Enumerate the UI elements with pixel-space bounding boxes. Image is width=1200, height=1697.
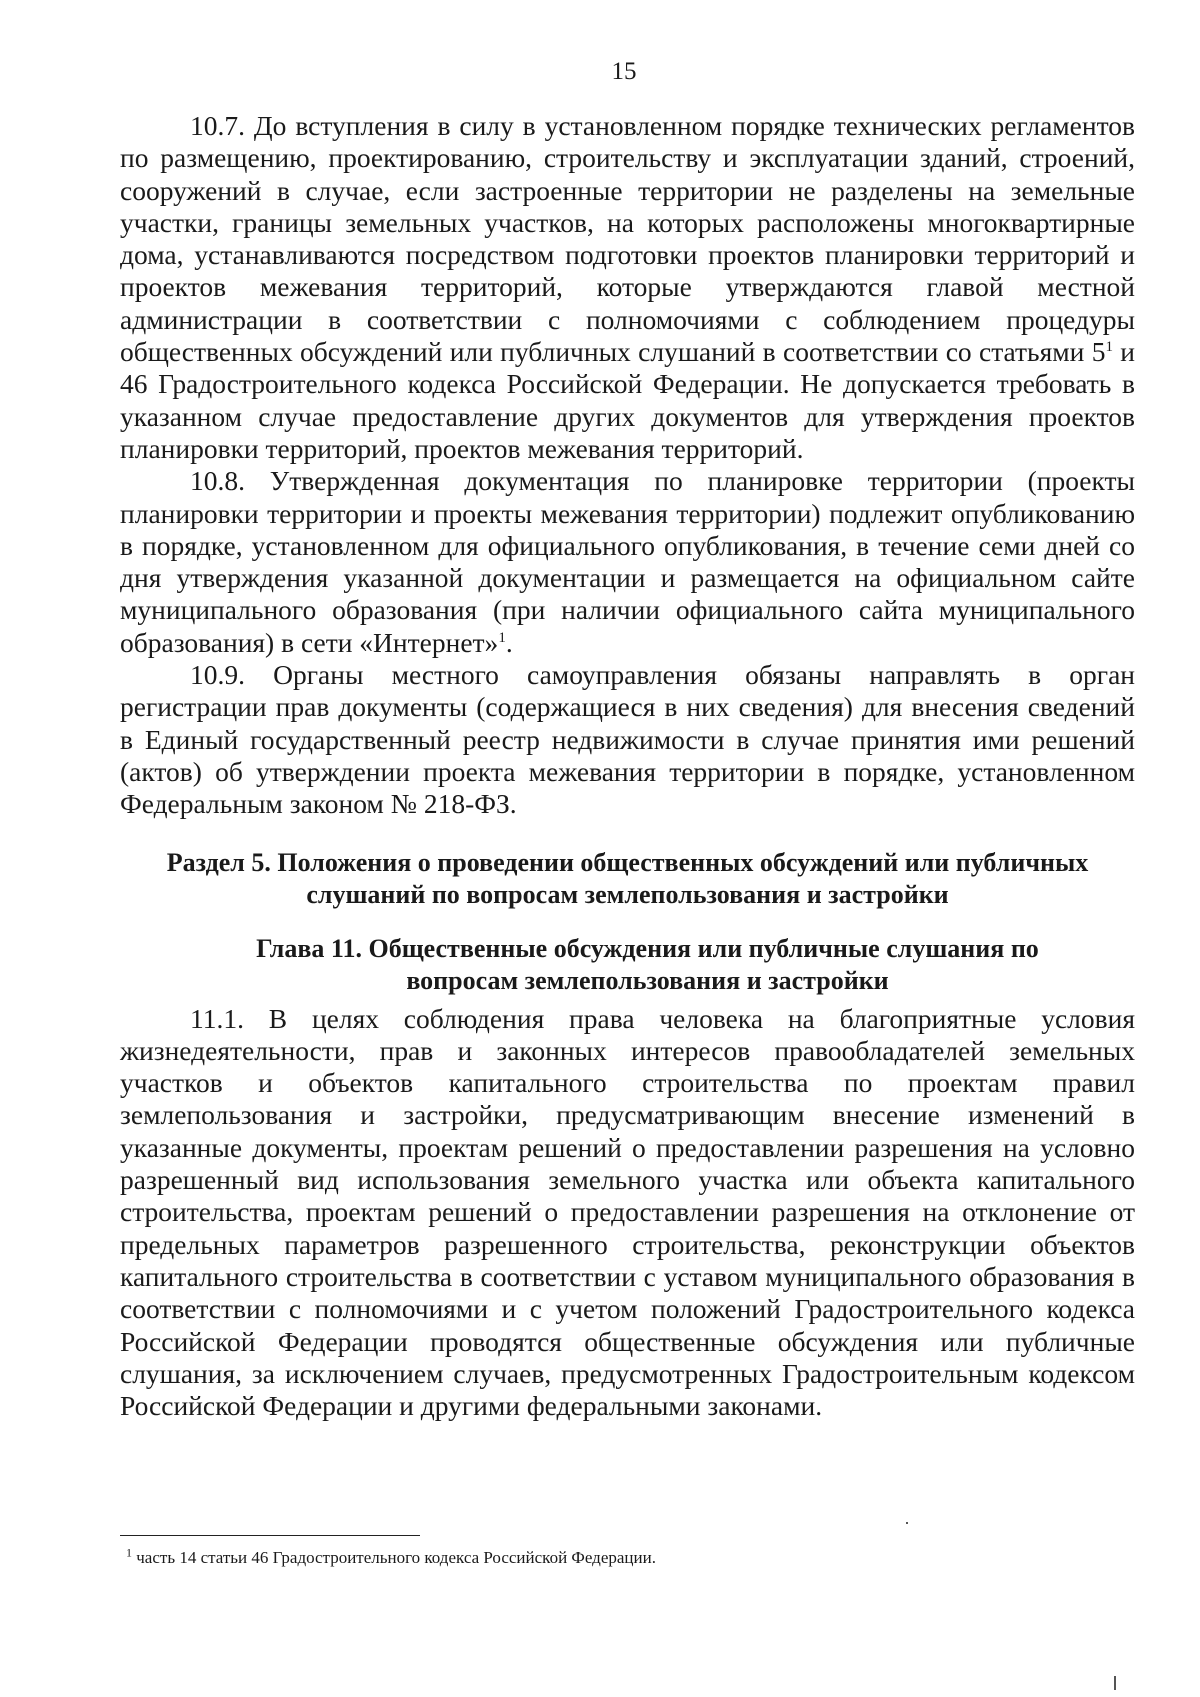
- page-number: 15: [611, 58, 637, 85]
- paragraph-10-9: 10.9. Органы местного самоуправления обязаны направлять в орган регистрации прав документы (содержащиеся в них сведения) для внесения сведений в Единый государственный реестр недвижимости в случае принятия ими решений (актов) об утверждении проекта межевания территории в порядке, установленном Федеральным законом № 218-ФЗ.: [120, 659, 1135, 820]
- scan-mark: [1114, 1676, 1116, 1690]
- document-body: [120, 110, 1135, 1422]
- paragraph-10-8: [120, 465, 1135, 659]
- footnote-ref: 1: [1105, 338, 1113, 355]
- footnote-marker: 1: [126, 1545, 132, 1560]
- footnote-text: часть 14 статьи 46 Градостроительного кодекса Российской Федерации.: [132, 1548, 656, 1567]
- footnote-ref: 1: [498, 629, 506, 646]
- chapter-heading-line-1: Глава 11. Общественные обсуждения или публичные слушания по: [256, 933, 1039, 963]
- paragraph-10-7-text: 10.7. До вступления в силу в установленном порядке технических регламентов по размещению, проектированию, строительству и эксплуатации зданий, строений, сооружений в случае, если застроенные территории не разделены на земельные участки, границы земельных участков, на которых расположены многоквартирные дома, устанавливаются посредством подготовки проектов планировки территорий и проектов межевания территорий, которые утверждаются главой местной администрации в соответствии с полномочиями с соблюдением процедуры общественных обсуждений или публичных слушаний в соответствии со статьями 5: [120, 110, 1135, 368]
- paragraph-10-8-tail: .: [505, 626, 513, 658]
- chapter-heading-line-2: вопросам землепользования и застройки: [406, 965, 889, 995]
- scan-dot: [906, 1522, 908, 1524]
- paragraph-10-8-text: 10.8. Утвержденная документация по планировке территории (проекты планировки территории и проекты межевания территории) подлежит опубликованию в порядке, установленном для официального опубликования, в течение семи дней со дня утверждения указанной документации и размещается на официальном сайте муниципального образования (при наличии официального сайта муниципального образования) в сети «Интернет»: [120, 465, 1135, 658]
- paragraph-11-1: 11.1. В целях соблюдения права человека на благоприятные условия жизнедеятельности, прав и законных интересов правообладателей земельных участков и объектов капитального строительства по проектам правил землепользования и застройки, предусматривающим внесение изменений в указанные документы, проектам решений о предоставлении разрешения на условно разрешенный вид использования земельного участка или объекта капитального строительства, проектам решений о предоставлении разрешения на отклонение от предельных параметров разрешенного строительства, реконструкции объектов капитального строительства в соответствии с уставом муниципального образования в соответствии с полномочиями и с учетом положений Градостроительного кодекса Российской Федерации проводятся общественные обсуждения или публичные слушания, за исключением случаев, предусмотренных Градостроительным кодексом Российской Федерации и другими федеральными законами.: [120, 1002, 1135, 1422]
- paragraph-10-7-tail: и 46 Градостроительного кодекса Российской Федерации. Не допускается требовать в указанном случае предоставление других документов для утверждения проектов планировки территорий, проектов межевания территорий.: [120, 336, 1135, 464]
- footnote-separator: [120, 1535, 420, 1536]
- section-heading: [120, 847, 1135, 911]
- section-heading-line-1: Раздел 5. Положения о проведении общественных обсуждений или публичных: [166, 847, 1089, 877]
- paragraph-10-7: [120, 110, 1135, 465]
- section-heading-line-2: слушаний по вопросам землепользования и застройки: [306, 879, 949, 909]
- chapter-heading: [120, 933, 1135, 997]
- footnote: [126, 1547, 656, 1569]
